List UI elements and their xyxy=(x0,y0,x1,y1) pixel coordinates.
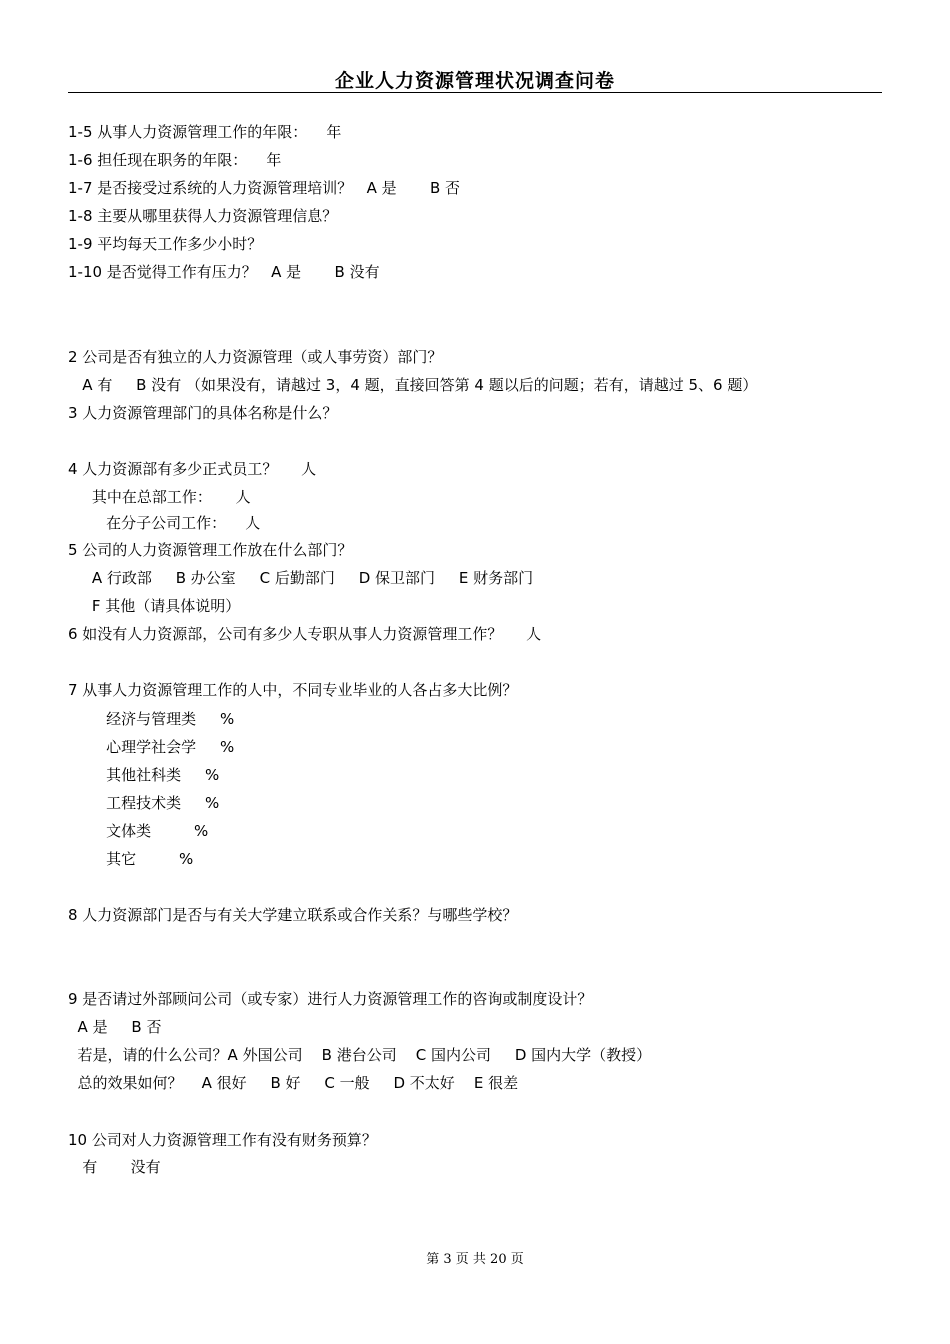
question-3: 3 人力资源管理部门的具体名称是什么？ xyxy=(68,404,338,422)
title-divider xyxy=(68,92,882,93)
question-7: 7 从事人力资源管理工作的人中，不同专业毕业的人各占多大比例？ xyxy=(68,681,518,699)
question-4-branch: 在分子公司工作： 人 xyxy=(68,514,261,532)
question-7-psych: 心理学社会学 % xyxy=(68,738,235,756)
question-2: 2 公司是否有独立的人力资源管理（或人事劳资）部门？ xyxy=(68,348,443,366)
question-2-options: A 有 B 没有 （如果没有，请越过 3，4 题，直接回答第 4 题以后的问题；若有，请越过 5、6 题） xyxy=(68,376,758,394)
question-1-7: 1-7 是否接受过系统的人力资源管理培训？ A 是 B 否 xyxy=(68,179,461,197)
question-5-options-1: A 行政部 B 办公室 C 后勤部门 D 保卫部门 E 财务部门 xyxy=(68,569,534,587)
question-1-9: 1-9 平均每天工作多少小时？ xyxy=(68,235,263,253)
document-title: 企业人力资源管理状况调查问卷 xyxy=(334,70,615,92)
question-9-which: 若是，请的什么公司？A 外国公司 B 港台公司 C 国内公司 D 国内大学（教授） xyxy=(68,1046,652,1064)
question-9-effect: 总的效果如何？ A 很好 B 好 C 一般 D 不太好 E 很差 xyxy=(68,1074,519,1092)
question-6: 6 如没有人力资源部，公司有多少人专职从事人力资源管理工作？ 人 xyxy=(68,625,542,643)
question-7-social: 其他社科类 % xyxy=(68,766,220,784)
question-5: 5 公司的人力资源管理工作放在什么部门？ xyxy=(68,541,353,559)
question-7-arts: 文体类 % xyxy=(68,822,209,840)
question-9-options: A 是 B 否 xyxy=(68,1018,162,1036)
question-7-eng: 工程技术类 % xyxy=(68,794,220,812)
question-10: 10 公司对人力资源管理工作有没有财务预算？ xyxy=(68,1131,377,1149)
question-4-hq: 其中在总部工作： 人 xyxy=(68,488,251,506)
question-8: 8 人力资源部门是否与有关大学建立联系或合作关系？与哪些学校？ xyxy=(68,906,518,924)
question-4: 4 人力资源部有多少正式员工？ 人 xyxy=(68,460,317,478)
question-1-6: 1-6 担任现在职务的年限： 年 xyxy=(68,151,282,169)
question-1-10: 1-10 是否觉得工作有压力？ A 是 B 没有 xyxy=(68,263,380,281)
question-9: 9 是否请过外部顾问公司（或专家）进行人力资源管理工作的咨询或制度设计？ xyxy=(68,990,593,1008)
question-7-econ: 经济与管理类 % xyxy=(68,710,235,728)
question-1-8: 1-8 主要从哪里获得人力资源管理信息？ xyxy=(68,207,338,225)
question-5-options-2: F 其他（请具体说明） xyxy=(68,597,241,615)
question-1-5: 1-5 从事人力资源管理工作的年限： 年 xyxy=(68,123,342,141)
question-10-options: 有 没有 xyxy=(68,1158,161,1176)
question-7-other: 其它 % xyxy=(68,850,194,868)
page-number: 第 3 页 共 20 页 xyxy=(426,1252,524,1267)
